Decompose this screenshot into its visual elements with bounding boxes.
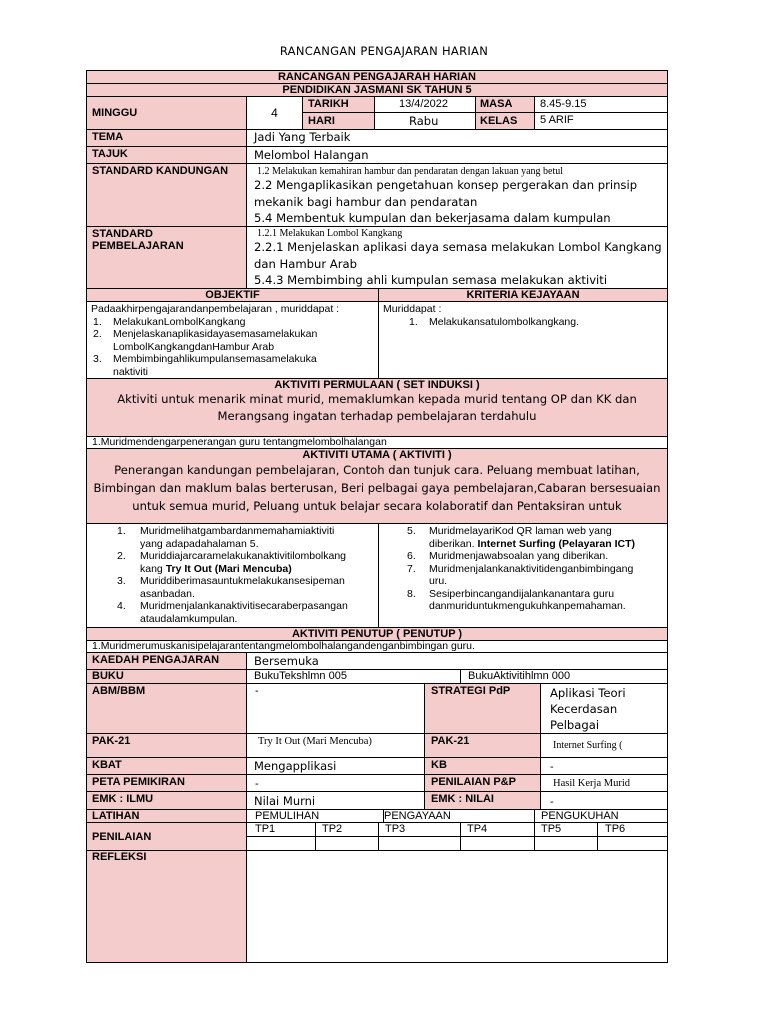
utama-line-1: Penerangan kandungan pembelajaran, Contoh dan tunjuk cara. Peluang membuat latihan, xyxy=(114,463,640,477)
list-item: 3. Muriddiberimasauntukmelakukansesipeman asanbadan. xyxy=(117,575,345,600)
tp1-label: TP1 xyxy=(255,823,276,835)
plan-title: RANCANGAN PENGAJARAH HARIAN xyxy=(277,71,476,83)
tp5-cell xyxy=(534,822,598,837)
tp5-label: TP5 xyxy=(541,823,562,835)
penilaian-pp-value: Hasil Kerja Murid xyxy=(553,778,630,789)
list-item: 2. Menjelaskanaplikasidayasemasamelakukan LombolKangkangdanHambur Arab xyxy=(93,328,318,353)
tarikh-label: TARIKH xyxy=(308,98,349,110)
abm-label-cell xyxy=(86,683,247,734)
pak-label-cell xyxy=(86,733,247,758)
permulaan-line-2: Merangsang ingatan terhadap pembelajaran terdahulu xyxy=(217,409,537,423)
strategi-line-2: Kecerdasan xyxy=(550,702,618,716)
buku-label-cell xyxy=(86,669,247,684)
penilaian-pp-label-cell xyxy=(424,774,541,792)
penutup-heading: AKTIVITI PENUTUP ( PENUTUP ) xyxy=(291,628,463,640)
emk-nilai-label-cell xyxy=(424,791,541,810)
objektif-cell xyxy=(86,301,379,379)
kelas-value-cell xyxy=(534,112,668,130)
permulaan-heading: AKTIVITI PERMULAAN ( SET INDUKSI ) xyxy=(274,379,480,391)
permulaan-note: 1.Muridmendengarpenerangan guru tentangmelombolhalangan xyxy=(92,436,387,448)
list-item: 8. Sesiperbincangandijalankanantara guru danmuriduntukmengukuhkanpemahaman. xyxy=(407,587,626,612)
tp1-score-cell xyxy=(246,836,316,851)
list-item: 1. MelakukanLombolKangkang xyxy=(93,315,246,328)
kriteria-list xyxy=(383,303,666,328)
list-item: 6. Muridmenjawabsoalan yang diberikan. xyxy=(407,550,609,562)
kb-label: KB xyxy=(431,759,447,771)
tajuk-label-cell xyxy=(86,146,247,164)
emk-ilmu-label: EMK : ILMU xyxy=(92,793,154,805)
latihan-label-cell xyxy=(86,809,247,823)
strategi-label-cell xyxy=(424,683,541,734)
pengukuhan-label: PENGUKUHAN xyxy=(541,810,619,822)
subject-title: PENDIDIKAN JASMANI SK TAHUN 5 xyxy=(282,84,472,96)
kbat-label-cell xyxy=(86,757,247,775)
list-item: 5. MuridmelayariKod QR laman web yang diberikan. Internet Surfing (Pelayaran ICT) xyxy=(407,525,635,550)
list-item: 1. Muridmelihatgambardanmemahamiaktiviti yang adapadahalaman 5. xyxy=(117,525,335,550)
header-subtitle-row xyxy=(86,83,668,97)
strategi-label: STRATEGI PdP xyxy=(431,685,511,697)
kbat-value-cell xyxy=(246,757,425,775)
peta-label-cell xyxy=(86,774,247,792)
sp-line-1: 1.2.1 Melakukan Lombol Kangkang xyxy=(257,228,403,239)
sk-line-3: mekanik bagi hambur dan pendaratan xyxy=(254,195,478,209)
minggu-label: MINGGU xyxy=(92,107,138,119)
tarikh-label-cell xyxy=(302,96,375,113)
objektif-heading-cell xyxy=(86,288,379,302)
buku-value-1: BukuTekshlmn 005 xyxy=(254,670,347,682)
minggu-value: 4 xyxy=(271,106,278,120)
hari-label: HARI xyxy=(308,115,335,127)
pengayaan-cell xyxy=(383,809,535,823)
tp3-cell xyxy=(378,822,461,837)
standard-kandungan-label: STANDARD KANDUNGAN xyxy=(92,165,229,177)
utama-left-list xyxy=(91,525,377,625)
list-item: 7. Muridmenjalankanaktivitidenganbimbingang uru. xyxy=(407,562,634,587)
kb-label-cell xyxy=(424,757,541,775)
kbat-value: Mengapplikasi xyxy=(254,759,337,773)
buku-value-cell-2 xyxy=(460,669,668,684)
latihan-label: LATIHAN xyxy=(92,810,140,822)
pak2-label-cell xyxy=(424,733,541,758)
sp-line-3: dan Hambur Arab xyxy=(254,257,357,271)
buku-label: BUKU xyxy=(92,670,124,682)
kelas-value: 5 ARIF xyxy=(540,114,574,126)
refleksi-value-cell xyxy=(246,850,668,963)
kelas-label-cell xyxy=(475,112,535,130)
tema-value-cell xyxy=(246,129,668,147)
kaedah-label-cell xyxy=(86,652,247,670)
penutup-heading-cell xyxy=(86,627,668,641)
tp4-score-cell xyxy=(460,836,535,851)
penilaian-pp-value-cell xyxy=(540,774,668,792)
tarikh-value-cell xyxy=(374,96,476,113)
list-item: 4. Muridmenjalankanaktivitisecaraberpasangan ataudalamkumpulan. xyxy=(117,600,348,625)
peta-value: - xyxy=(255,778,259,790)
utama-line-3: untuk semua murid, Peluang untuk belajar secara kolaboratif dan Pentaksiran untuk xyxy=(132,499,622,513)
tema-value: Jadi Yang Terbaik xyxy=(254,130,351,144)
kriteria-intro: Muriddapat : xyxy=(383,303,442,315)
pemulihan-cell xyxy=(246,809,384,823)
tema-label: TEMA xyxy=(92,131,124,143)
kriteria-heading: KRITERIA KEJAYAAN xyxy=(466,289,580,301)
permulaan-section xyxy=(86,378,668,437)
hari-value: Rabu xyxy=(409,114,439,128)
tp1-cell xyxy=(246,822,316,837)
utama-left-cell xyxy=(86,523,379,628)
utama-section xyxy=(86,448,668,524)
pak2-value-cell xyxy=(540,733,668,758)
sp-line-2: 2.2.1 Menjelaskan aplikasi daya semasa melakukan Lombol Kangkang xyxy=(254,240,662,254)
buku-value-cell-1 xyxy=(246,669,461,684)
tp3-score-cell xyxy=(378,836,461,851)
hari-value-cell xyxy=(374,112,476,130)
pengukuhan-cell xyxy=(534,809,668,823)
penilaian-pp-label: PENILAIAN P&P xyxy=(431,776,516,788)
strategi-line-1: Aplikasi Teori xyxy=(550,686,626,700)
kaedah-value-cell xyxy=(246,652,668,670)
list-item: 2. Muriddiajarcaramelakukanaktivitilombolkang kang Try It Out (Mari Mencuba) xyxy=(117,550,347,575)
sp-label-1: STANDARD xyxy=(92,228,153,240)
pak-value-cell xyxy=(246,733,425,758)
kaedah-value: Bersemuka xyxy=(254,654,319,668)
standard-pembelajaran-label-cell xyxy=(86,226,247,289)
tp6-cell xyxy=(597,822,668,837)
masa-label: MASA xyxy=(480,98,513,110)
tp6-label: TP6 xyxy=(605,823,626,835)
refleksi-label: REFLEKSI xyxy=(92,851,147,863)
peta-label: PETA PEMIKIRAN xyxy=(92,776,185,788)
tp4-cell xyxy=(460,822,535,837)
emk-nilai-label: EMK : NILAI xyxy=(431,793,494,805)
page-title: RANCANGAN PENGAJARAN HARIAN xyxy=(279,44,489,58)
utama-line-2: Bimbingan dan maklum balas berterusan, Beri pelbagai gaya pembelajaran,Cabaran bersesuaian xyxy=(93,481,661,495)
penilaian-label-cell xyxy=(86,822,247,851)
tp6-score-cell xyxy=(597,836,668,851)
header-title-row xyxy=(86,70,668,84)
sp-label-2: PEMBELAJARAN xyxy=(92,240,184,252)
list-item: 3. Membimbingahlikumpulansemasamelakuka naktiviti xyxy=(93,353,317,378)
kb-value: - xyxy=(550,761,554,773)
emk-ilmu-value: Nilai Murni xyxy=(254,794,316,808)
utama-right-list xyxy=(383,525,666,613)
utama-right-cell xyxy=(378,523,668,628)
tp4-label: TP4 xyxy=(467,823,488,835)
emk-nilai-value: - xyxy=(550,796,554,808)
pengayaan-label: PENGAYAAN xyxy=(384,810,451,822)
utama-heading: AKTIVITI UTAMA ( AKTIVITI ) xyxy=(302,449,452,461)
refleksi-label-cell xyxy=(86,850,247,963)
pak2-value: Internet Surfing ( xyxy=(553,740,623,751)
sk-line-4: 5.4 Membentuk kumpulan dan bekerjasama dalam kumpulan xyxy=(254,211,611,225)
kbat-label: KBAT xyxy=(92,759,122,771)
objektif-heading: OBJEKTIF xyxy=(205,289,260,301)
sk-line-2: 2.2 Mengaplikasikan pengetahuan konsep pergerakan dan prinsip xyxy=(254,178,638,192)
tajuk-label: TAJUK xyxy=(92,148,128,160)
abm-label: ABM/BBM xyxy=(92,685,146,697)
pemulihan-label: PEMULIHAN xyxy=(255,810,320,822)
standard-kandungan-label-cell xyxy=(86,163,247,227)
sk-line-1: 1.2 Melakukan kemahiran hambur dan pendaratan dengan lakuan yang betul xyxy=(257,166,564,177)
list-item: 1. Melakukansatulombolkangkang. xyxy=(409,315,580,328)
penutup-note: 1.Muridmerumuskanisipelajarantentangmelombolhalangandenganbimbingan guru. xyxy=(92,640,475,652)
tarikh-value: 13/4/2022 xyxy=(399,98,448,110)
objektif-list xyxy=(91,303,377,378)
standard-kandungan-cell xyxy=(246,163,668,227)
tp5-score-cell xyxy=(534,836,598,851)
masa-value: 8.45-9.15 xyxy=(540,98,587,110)
tp2-label: TP2 xyxy=(322,823,343,835)
minggu-value-cell xyxy=(246,96,303,130)
kelas-label: KELAS xyxy=(480,115,518,127)
tp2-cell xyxy=(315,822,379,837)
sp-line-4: 5.4.3 Membimbing ahli kumpulan semasa melakukan aktiviti xyxy=(254,273,608,287)
pak-label: PAK-21 xyxy=(92,735,131,747)
kb-value-cell xyxy=(540,757,668,775)
tajuk-value-cell xyxy=(246,146,668,164)
peta-value-cell xyxy=(246,774,425,792)
kriteria-heading-cell xyxy=(378,288,668,302)
abm-value-cell xyxy=(246,683,425,734)
hari-label-cell xyxy=(302,112,375,130)
pak2-label: PAK-21 xyxy=(431,735,470,747)
pak-value: Try It Out (Mari Mencuba) xyxy=(258,736,372,747)
strategi-line-3: Pelbagai xyxy=(550,718,600,732)
permulaan-line-1: Aktiviti untuk menarik minat murid, memaklumkan kepada murid tentang OP dan KK dan xyxy=(117,392,637,406)
tp3-label: TP3 xyxy=(385,823,406,835)
tema-label-cell xyxy=(86,129,247,147)
kaedah-label: KAEDAH PENGAJARAN xyxy=(92,654,220,666)
strategi-value-cell xyxy=(540,683,668,734)
penilaian-label: PENILAIAN xyxy=(92,831,152,843)
masa-label-cell xyxy=(475,96,535,113)
standard-pembelajaran-cell xyxy=(246,226,668,289)
emk-ilmu-label-cell xyxy=(86,791,247,810)
tajuk-value: Melombol Halangan xyxy=(254,148,369,162)
objektif-intro: Padaakhirpengajarandanpembelajaran , muriddapat : xyxy=(91,303,340,315)
masa-value-cell xyxy=(534,96,668,113)
abm-value: - xyxy=(255,685,259,697)
kriteria-cell xyxy=(378,301,668,379)
tp2-score-cell xyxy=(315,836,379,851)
emk-ilmu-value-cell xyxy=(246,791,425,810)
minggu-label-cell xyxy=(86,96,247,130)
buku-value-2: BukuAktivitihlmn 000 xyxy=(468,670,571,682)
emk-nilai-value-cell xyxy=(540,791,668,810)
